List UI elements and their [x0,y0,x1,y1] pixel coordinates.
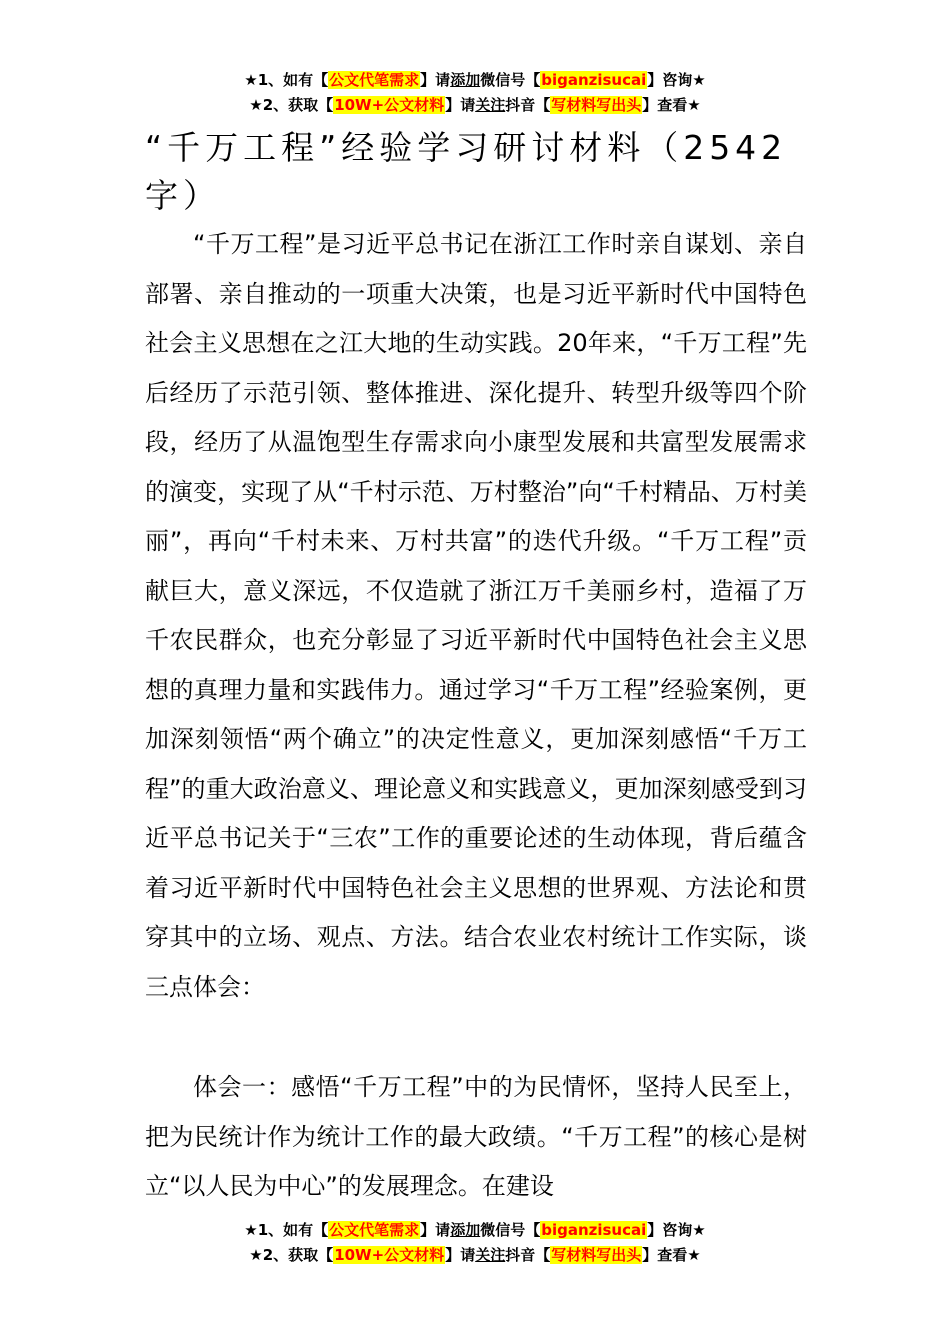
promo-text: ★1、如有【 [244,71,329,89]
promo-text: 微信号【 [480,71,541,89]
promo-text: 抖音【 [505,1246,551,1264]
promo-text: ★1、如有【 [244,1221,329,1239]
body-paragraph-intro: “千万工程”是习近平总书记在浙江工作时亲自谋划、亲自部署、亲自推动的一项重大决策，也是习近平新时代中国特色社会主义思想在之江大地的生动实践。20年来，“千万工程”先后经历了示范引领、整体推进、深化提升、转型升级等四个阶段，经历了从温饱型生存需求向小康型发展和共富型发展需求的演变，实现了从“千村示范、万村整治”向“千村精品、万村美丽”，再向“千村未来、万村共富”的迭代升级。“千万工程”贡献巨大，意义深远，不仅造就了浙江万千美丽乡村，造福了万千农民群众，也充分彰显了习近平新时代中国特色社会主义思想的真理力量和实践伟力。通过学习“千万工程”经验案例，更加深刻领悟“两个确立”的决定性意义，更加深刻感悟“千万工程”的重大政治意义、理论意义和实践意义，更加深刻感受到习近平总书记关于“三农”工作的重要论述的生动体现，背后蕴含着习近平新时代中国特色社会主义思想的世界观、方法论和贯穿其中的立场、观点、方法。结合农业农村统计工作实际，谈三点体会： [145,230,807,1001]
promo-highlight-douyin: 写材料写出头 [551,96,642,114]
promo-text: 】请 [420,71,451,89]
promo-text: 】查看★ [642,1246,701,1264]
promo-underlined-text: 添加 [450,1221,481,1239]
promo-underlined-text: 添加 [450,71,481,89]
promo-underlined-text: 关注 [475,96,506,114]
promo-highlight-douyin: 写材料写出头 [551,1246,642,1264]
promo-highlight-wechat-id: biganzisucai [541,71,647,89]
promo-highlight-materials: 10W+公文材料 [334,1246,445,1264]
promo-line-1 [0,68,950,93]
promo-text: ★2、获取【 [249,1246,334,1264]
promo-text: ★2、获取【 [249,96,334,114]
promo-line-1 [0,1218,950,1243]
promo-banner-top [0,68,950,118]
promo-text: 】请 [445,1246,476,1264]
promo-text: 】查看★ [642,96,701,114]
promo-text: 抖音【 [505,96,551,114]
body-paragraph-insight-one: 体会一：感悟“千万工程”中的为民情怀，坚持人民至上，把为民统计作为统计工作的最大政绩。“千万工程”的核心是树立“以人民为中心”的发展理念。在建设 [145,1073,807,1200]
promo-banner-bottom [0,1218,950,1268]
promo-highlight-service: 公文代笔需求 [329,71,420,89]
promo-text: 微信号【 [480,1221,541,1239]
promo-text: 】请 [420,1221,451,1239]
promo-text: 】咨询★ [647,71,706,89]
promo-highlight-materials: 10W+公文材料 [334,96,445,114]
promo-underlined-text: 关注 [475,1246,506,1264]
promo-line-2 [0,93,950,118]
promo-line-2 [0,1243,950,1268]
promo-highlight-service: 公文代笔需求 [329,1221,420,1239]
promo-highlight-wechat-id: biganzisucai [541,1221,647,1239]
promo-text: 】咨询★ [647,1221,706,1239]
document-title: “千万工程”经验学习研讨材料（2542字） [145,128,788,215]
promo-text: 】请 [445,96,476,114]
